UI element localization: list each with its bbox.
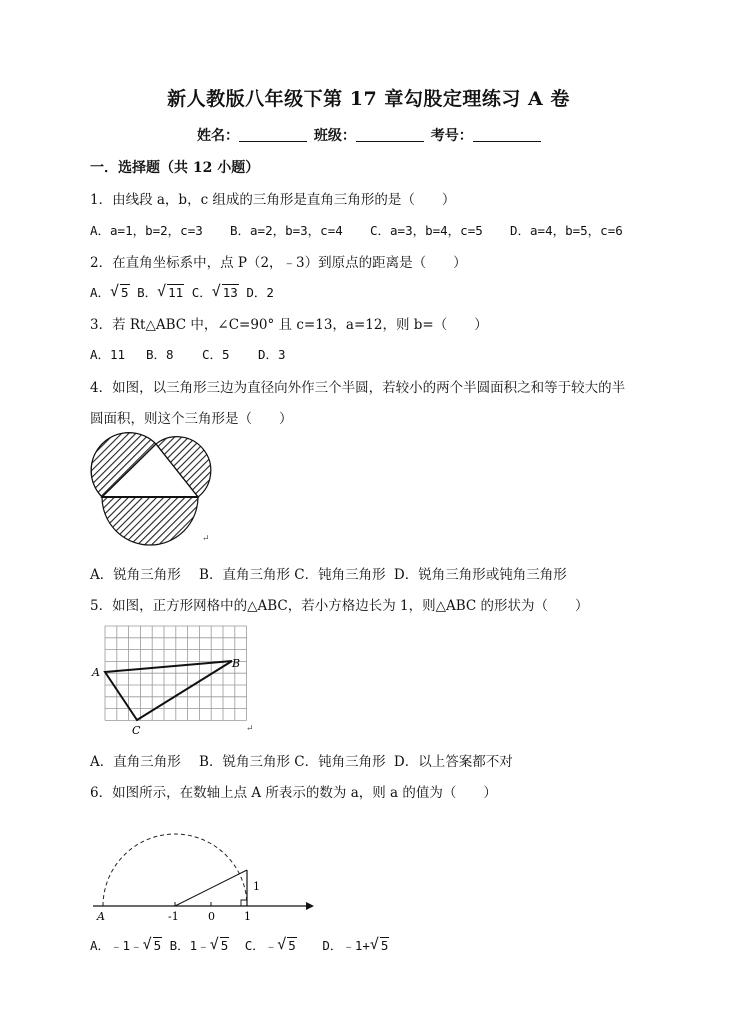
return-mark: ↵ (246, 724, 254, 734)
q2-option-d[interactable]: D．2 (246, 285, 274, 300)
q1-option-b[interactable]: B．a=2，b=3，c=4 (230, 223, 343, 238)
point-a-label: A (97, 910, 105, 923)
number-line-figure (88, 812, 318, 924)
q3-option-c[interactable]: C．5 (202, 347, 230, 362)
question-4-options (90, 563, 567, 583)
label-c: C (132, 724, 141, 737)
paper-title: 新人教版八年级下第 17 章勾股定理练习 A 卷 (167, 88, 570, 110)
label-b: B (232, 657, 241, 670)
grid-triangle-figure (90, 624, 255, 736)
right-angle-mark (241, 900, 247, 906)
hypotenuse (175, 870, 247, 906)
name-blank[interactable] (239, 127, 307, 142)
q5-option-a[interactable]: A．直角三角形 (90, 754, 181, 770)
exam-no-label: 考号： (430, 128, 473, 144)
q3-option-b[interactable]: B．8 (146, 347, 174, 362)
q4-option-a[interactable]: A．锐角三角形 (90, 567, 181, 583)
q4-option-c[interactable]: C．钝角三角形 (294, 567, 386, 583)
q3-option-d[interactable]: D．3 (258, 347, 286, 362)
question-6-options (90, 936, 389, 954)
q5-option-d[interactable]: D．以上答案都不对 (393, 754, 513, 770)
q1-option-c[interactable]: C．a=3，b=4，c=5 (370, 223, 483, 238)
q3-option-a[interactable]: A．11 (90, 347, 126, 362)
student-info-line (197, 125, 543, 145)
return-mark: ↵ (202, 534, 210, 544)
class-label: 班级： (313, 128, 356, 144)
name-label: 姓名： (197, 128, 239, 144)
dashed-arc (103, 834, 247, 906)
triangle-abc (105, 661, 232, 720)
question-4-line-2: 圆面积，则这个三角形是（ ） (90, 411, 293, 427)
question-6: 6．如图所示，在数轴上点 A 所表示的数为 a，则 a 的值为（ ） (90, 785, 497, 801)
q1-option-a[interactable]: A．a=1，b=2，c=3 (90, 223, 203, 238)
question-2-options (90, 283, 274, 301)
q2-option-b[interactable]: B．√ 11 (137, 285, 184, 300)
tick-label-0: 0 (208, 910, 215, 923)
axis-arrow (306, 902, 314, 910)
q6-option-d[interactable]: D．﹣1+√ 5 (322, 938, 389, 953)
q6-option-a[interactable]: A．﹣1﹣√ 5 (90, 938, 162, 953)
semicircles-figure (88, 438, 213, 548)
exam-no-blank[interactable] (473, 127, 541, 142)
q1-option-d[interactable]: D．a=4，b=5，c=6 (510, 223, 623, 238)
question-3: 3．若 Rt△ABC 中，∠C=90° 且 c=13，a=12，则 b=（ ） (90, 317, 488, 333)
section-heading: 一．选择题（共 12 小题） (90, 160, 260, 176)
label-a: A (92, 666, 100, 679)
q4-option-b[interactable]: B．直角三角形 (199, 567, 290, 583)
q5-option-b[interactable]: B．锐角三角形 (199, 754, 290, 770)
tick-label-1: 1 (244, 910, 251, 923)
q5-option-c[interactable]: C．钝角三角形 (294, 754, 386, 770)
question-2: 2．在直角坐标系中，点 P（2，﹣3）到原点的距离是（ ） (90, 255, 467, 271)
q2-option-a[interactable]: A．√ 5 (90, 285, 130, 300)
tick-label-minus-1: -1 (168, 910, 179, 923)
side-label-1: 1 (253, 880, 260, 893)
q6-option-b[interactable]: B．1﹣√ 5 (170, 938, 230, 953)
q4-option-d[interactable]: D．锐角三角形或钝角三角形 (393, 567, 567, 583)
question-1: 1．由线段 a，b，c 组成的三角形是直角三角形的是（ ） (90, 192, 456, 208)
question-4-line-1: 4．如图，以三角形三边为直径向外作三个半圆，若较小的两个半圆面积之和等于较大的半 (90, 380, 626, 396)
class-blank[interactable] (356, 127, 424, 142)
q2-option-c[interactable]: C．√ 13 (192, 285, 239, 300)
q6-option-c[interactable]: C．﹣√ 5 (245, 938, 297, 953)
question-5-options (90, 750, 513, 770)
question-5: 5．如图，正方形网格中的△ABC，若小方格边长为 1，则△ABC 的形状为（ ） (90, 598, 589, 614)
